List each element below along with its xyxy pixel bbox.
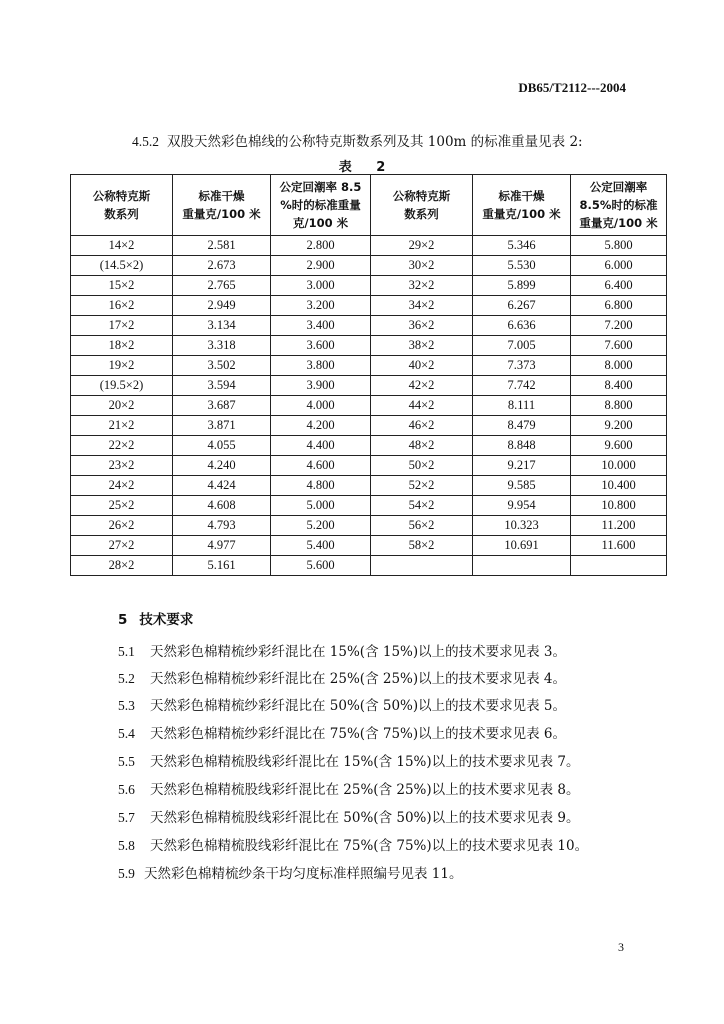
requirement-item [118, 750, 580, 770]
table-cell: 4.600 [271, 456, 371, 476]
table-cell: 3.871 [173, 416, 271, 436]
table-cell: 32×2 [371, 276, 473, 296]
column-header-line: 重量克/100 米 [579, 216, 658, 230]
table-cell: 42×2 [371, 376, 473, 396]
table-cell: 9.585 [473, 476, 571, 496]
table-cell: 18×2 [71, 336, 173, 356]
table-cell: 4.240 [173, 456, 271, 476]
table-cell: 7.600 [571, 336, 667, 356]
table-cell: 11.200 [571, 516, 667, 536]
table-row [71, 456, 667, 476]
table-cell: 28×2 [71, 556, 173, 576]
table-cell: 8.848 [473, 436, 571, 456]
table-cell: 7.742 [473, 376, 571, 396]
document-code: DB65/T2112---2004 [518, 80, 626, 95]
requirement-number: 5.3 [118, 698, 135, 713]
table-cell: 8.000 [571, 356, 667, 376]
table-cell: 10.323 [473, 516, 571, 536]
column-header [271, 175, 371, 236]
table-cell: 56×2 [371, 516, 473, 536]
table-cell [571, 556, 667, 576]
table-cell: 8.479 [473, 416, 571, 436]
column-header [473, 175, 571, 236]
requirement-text: 天然彩色棉精梳纱彩纤混比在 25%(含 25%)以上的技术要求见表 4。 [150, 671, 567, 687]
page-number: 3 [618, 940, 624, 954]
table-cell: 14×2 [71, 236, 173, 256]
table-cell: 6.267 [473, 296, 571, 316]
table-row [71, 356, 667, 376]
table-cell: 24×2 [71, 476, 173, 496]
section-number: 5 [118, 612, 128, 628]
requirement-text: 天然彩色棉精梳股线彩纤混比在 50%(含 50%)以上的技术要求见表 9。 [150, 810, 580, 826]
table-cell: 15×2 [71, 276, 173, 296]
table-cell: 4.800 [271, 476, 371, 496]
column-header-line: 8.5%时的标准 [579, 198, 658, 212]
requirement-number: 5.5 [118, 754, 135, 769]
table-cell: 36×2 [371, 316, 473, 336]
table-cell: 4.400 [271, 436, 371, 456]
requirement-item [118, 834, 588, 854]
requirement-text: 天然彩色棉精梳纱彩纤混比在 15%(含 15%)以上的技术要求见表 3。 [150, 644, 567, 660]
table-cell: (14.5×2) [71, 256, 173, 276]
table-cell: 5.899 [473, 276, 571, 296]
column-header-line: 公定回潮率 8.5 [279, 180, 362, 194]
table-row [71, 296, 667, 316]
table-cell: 8.111 [473, 396, 571, 416]
table-cell: 4.608 [173, 496, 271, 516]
table-cell: 5.600 [271, 556, 371, 576]
requirement-text: 天然彩色棉精梳纱彩纤混比在 75%(含 75%)以上的技术要求见表 6。 [150, 726, 567, 742]
column-header-line: 标准干燥 [198, 189, 245, 203]
table-row [71, 396, 667, 416]
table-cell: 2.800 [271, 236, 371, 256]
column-header-line: 公称特克斯 [92, 189, 151, 203]
table-cell: 52×2 [371, 476, 473, 496]
table-cell: 5.400 [271, 536, 371, 556]
column-header [71, 175, 173, 236]
table-row [71, 316, 667, 336]
table-cell: 3.600 [271, 336, 371, 356]
table-cell: 10.400 [571, 476, 667, 496]
table-cell: 3.502 [173, 356, 271, 376]
table-body [71, 236, 667, 576]
table-cell: 2.765 [173, 276, 271, 296]
requirement-text: 天然彩色棉精梳股线彩纤混比在 75%(含 75%)以上的技术要求见表 10。 [150, 838, 589, 854]
requirement-item [118, 694, 566, 714]
table-cell: 5.530 [473, 256, 571, 276]
requirement-number: 5.1 [118, 644, 135, 659]
table-cell: 3.200 [271, 296, 371, 316]
table-row [71, 556, 667, 576]
table-cell: 2.900 [271, 256, 371, 276]
column-header-line: 公定回潮率 [589, 180, 648, 194]
column-header-line: 公称特克斯 [392, 189, 451, 203]
column-header-line: 数系列 [404, 207, 439, 221]
table-caption: 表 2 [338, 160, 396, 175]
table-cell: 34×2 [371, 296, 473, 316]
table-cell: 19×2 [71, 356, 173, 376]
table-cell: 48×2 [371, 436, 473, 456]
column-header-line: 重量克/100 米 [482, 207, 561, 221]
column-header-line: %时的标准重量 [280, 198, 361, 212]
requirement-number: 5.9 [118, 866, 135, 881]
table-cell: 6.800 [571, 296, 667, 316]
column-header-line: 标准干燥 [498, 189, 545, 203]
table-cell: 6.636 [473, 316, 571, 336]
column-header-line: 数系列 [104, 207, 139, 221]
table-cell: 21×2 [71, 416, 173, 436]
table-cell: 5.161 [173, 556, 271, 576]
section-heading [118, 608, 193, 628]
table-cell: 23×2 [71, 456, 173, 476]
table-cell: 3.134 [173, 316, 271, 336]
column-header-line: 克/100 米 [292, 216, 349, 230]
table-cell: 10.000 [571, 456, 667, 476]
table-cell: 4.000 [271, 396, 371, 416]
table-cell: 3.400 [271, 316, 371, 336]
table-cell: 3.000 [271, 276, 371, 296]
table-cell: 8.400 [571, 376, 667, 396]
requirement-item [118, 667, 566, 687]
table-cell: 5.200 [271, 516, 371, 536]
requirement-number: 5.4 [118, 726, 135, 741]
requirement-text: 天然彩色棉精梳股线彩纤混比在 25%(含 25%)以上的技术要求见表 8。 [150, 782, 580, 798]
table-cell: 3.594 [173, 376, 271, 396]
table-cell: 22×2 [71, 436, 173, 456]
table-cell: 40×2 [371, 356, 473, 376]
table-cell: 2.581 [173, 236, 271, 256]
intro-number: 4.5.2 [132, 134, 159, 149]
requirement-item [118, 862, 462, 882]
table-cell: 29×2 [371, 236, 473, 256]
table-cell: 10.800 [571, 496, 667, 516]
intro-text: 双股天然彩色棉线的公称特克斯数系列及其 100m 的标准重量见表 2: [167, 134, 583, 150]
table-cell: 3.318 [173, 336, 271, 356]
table-row [71, 376, 667, 396]
table-cell: 7.005 [473, 336, 571, 356]
table-cell: 4.200 [271, 416, 371, 436]
table-cell: 4.793 [173, 516, 271, 536]
table-cell: 9.600 [571, 436, 667, 456]
table-cell: 58×2 [371, 536, 473, 556]
table-cell: 3.800 [271, 356, 371, 376]
table-cell: 38×2 [371, 336, 473, 356]
requirement-item [118, 640, 566, 660]
table-cell: 2.673 [173, 256, 271, 276]
table-cell: 7.200 [571, 316, 667, 336]
table-cell: 6.000 [571, 256, 667, 276]
table-row [71, 256, 667, 276]
table-cell: 4.055 [173, 436, 271, 456]
table-cell: 5.346 [473, 236, 571, 256]
table-cell: 54×2 [371, 496, 473, 516]
table-cell: 20×2 [71, 396, 173, 416]
table-cell: 2.949 [173, 296, 271, 316]
table-row [71, 276, 667, 296]
table-row [71, 416, 667, 436]
table-cell: 46×2 [371, 416, 473, 436]
requirement-item [118, 778, 580, 798]
column-header [371, 175, 473, 236]
requirement-number: 5.2 [118, 671, 135, 686]
table-cell: 8.800 [571, 396, 667, 416]
table-cell: 44×2 [371, 396, 473, 416]
requirement-item [118, 722, 566, 742]
table-cell: 17×2 [71, 316, 173, 336]
table-cell: 50×2 [371, 456, 473, 476]
table-cell: 6.400 [571, 276, 667, 296]
requirement-text: 天然彩色棉精梳纱条干均匀度标准样照编号见表 11。 [144, 866, 463, 882]
count-weight-table [70, 174, 667, 576]
table-row [71, 536, 667, 556]
table-cell [371, 556, 473, 576]
column-header [173, 175, 271, 236]
table-cell: 26×2 [71, 516, 173, 536]
requirement-number: 5.6 [118, 782, 135, 797]
section-title: 技术要求 [139, 612, 194, 628]
table-cell: 5.800 [571, 236, 667, 256]
table-cell: 9.200 [571, 416, 667, 436]
table-row [71, 476, 667, 496]
table-cell: 25×2 [71, 496, 173, 516]
column-header-line: 重量克/100 米 [182, 207, 261, 221]
requirement-number: 5.7 [118, 810, 135, 825]
requirement-text: 天然彩色棉精梳纱彩纤混比在 50%(含 50%)以上的技术要求见表 5。 [150, 698, 567, 714]
table-cell: 9.217 [473, 456, 571, 476]
table-row [71, 236, 667, 256]
table-cell: 7.373 [473, 356, 571, 376]
intro-paragraph [132, 130, 583, 150]
table-cell: 5.000 [271, 496, 371, 516]
table-cell: 10.691 [473, 536, 571, 556]
table-cell: 4.424 [173, 476, 271, 496]
table-cell: (19.5×2) [71, 376, 173, 396]
table-cell: 16×2 [71, 296, 173, 316]
table-header-row [71, 175, 667, 236]
table-cell: 3.687 [173, 396, 271, 416]
table-cell: 4.977 [173, 536, 271, 556]
table-row [71, 436, 667, 456]
requirement-text: 天然彩色棉精梳股线彩纤混比在 15%(含 15%)以上的技术要求见表 7。 [150, 754, 580, 770]
table-cell: 11.600 [571, 536, 667, 556]
column-header [571, 175, 667, 236]
table-cell: 3.900 [271, 376, 371, 396]
requirement-number: 5.8 [118, 838, 135, 853]
table-cell [473, 556, 571, 576]
table-cell: 30×2 [371, 256, 473, 276]
table-cell: 27×2 [71, 536, 173, 556]
table-row [71, 496, 667, 516]
table-row [71, 516, 667, 536]
requirement-item [118, 806, 580, 826]
table-row [71, 336, 667, 356]
table-cell: 9.954 [473, 496, 571, 516]
